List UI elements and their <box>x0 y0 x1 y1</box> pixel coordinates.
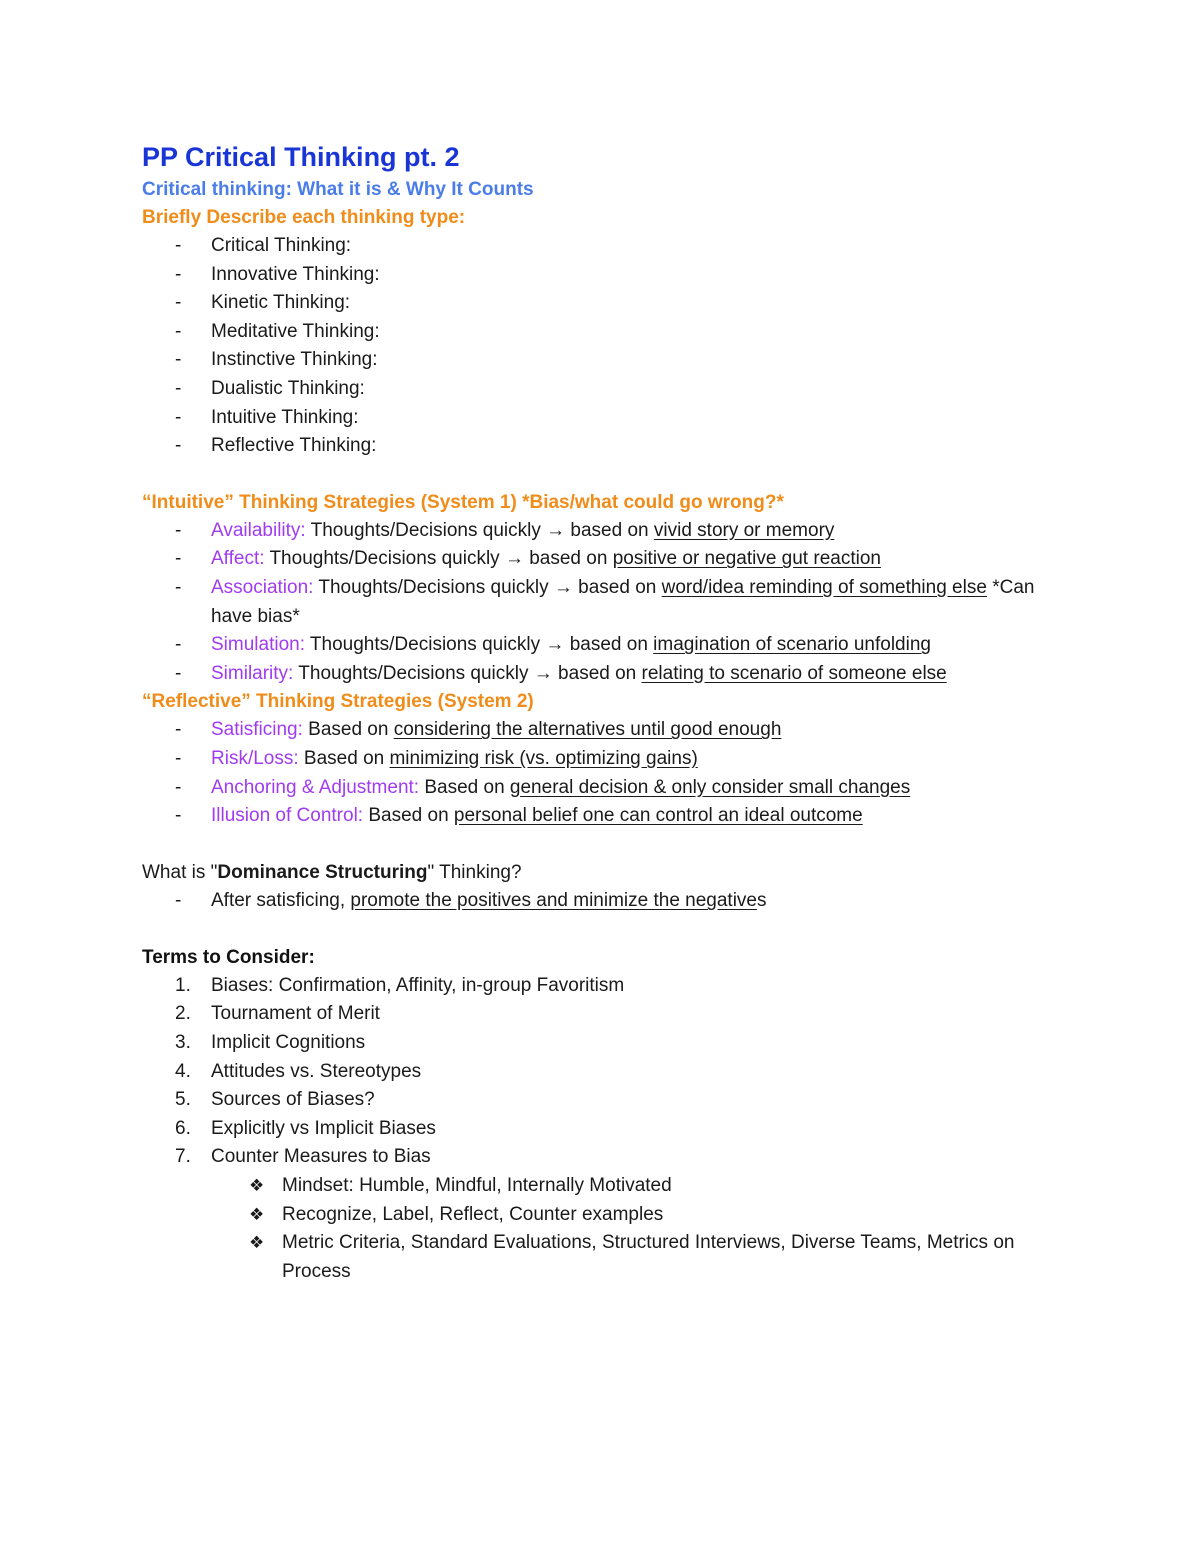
number-marker: 4. <box>175 1060 191 1082</box>
term-text: Counter Measures to Bias <box>211 1146 431 1168</box>
dash-marker: - <box>175 406 182 428</box>
document-page <box>142 140 1062 1286</box>
page-title: PP Critical Thinking pt. 2 <box>142 142 460 172</box>
dash-marker: - <box>175 662 182 684</box>
list-item <box>142 1201 1062 1230</box>
strategy-text: Thoughts/Decisions quickly → based on <box>313 576 662 598</box>
answer-underlined: promote the positives and minimize the negative <box>350 890 757 912</box>
thinking-type: Intuitive Thinking: <box>211 406 359 428</box>
terms-list <box>142 972 1062 1172</box>
thinking-type: Innovative Thinking: <box>211 263 380 285</box>
list-item <box>142 545 1062 574</box>
term-text: Explicitly vs Implicit Biases <box>211 1117 436 1139</box>
list-item <box>142 802 1062 831</box>
strategy-term: Simulation: <box>211 634 305 656</box>
thinking-type: Kinetic Thinking: <box>211 292 351 314</box>
intuitive-list <box>142 517 1062 689</box>
dash-marker: - <box>175 235 182 256</box>
list-item <box>142 517 1062 546</box>
strategy-term: Similarity: <box>211 662 294 684</box>
counter-measure-text: Mindset: Humble, Mindful, Internally Motivated <box>282 1175 672 1197</box>
question-term: Dominance Structuring <box>217 861 428 883</box>
dash-marker: - <box>175 320 182 342</box>
strategy-basis: word/idea reminding of something else <box>661 576 987 598</box>
thinking-type: Reflective Thinking: <box>211 435 377 457</box>
list-item <box>142 1172 1062 1201</box>
dash-marker: - <box>175 719 182 741</box>
strategy-basis: personal belief one can control an ideal outcome <box>453 805 863 827</box>
dash-marker: - <box>175 634 182 656</box>
counter-measures-list <box>142 1172 1062 1286</box>
list-item <box>142 745 1062 774</box>
dash-marker: - <box>175 576 182 598</box>
number-marker: 5. <box>175 1089 191 1111</box>
dash-marker: - <box>175 548 182 570</box>
strategy-text: Thoughts/Decisions quickly → based on <box>305 519 654 541</box>
number-marker: 1. <box>175 974 191 996</box>
list-item <box>142 1229 1062 1286</box>
thinking-type: Critical Thinking: <box>211 235 352 256</box>
strategy-text: Based on <box>298 747 390 769</box>
strategy-text: Based on <box>302 719 394 741</box>
diamond-bullet-icon: ❖ <box>249 1176 265 1196</box>
list-item <box>142 261 1062 290</box>
list-item <box>142 1115 1062 1144</box>
strategy-term: Satisficing: <box>211 719 303 741</box>
strategy-term: Anchoring & Adjustment: <box>211 776 420 798</box>
strategy-text: Based on <box>363 805 454 827</box>
strategy-basis: minimizing risk (vs. optimizing gains) <box>389 747 698 769</box>
terms-heading: Terms to Consider: <box>142 946 315 968</box>
subtitle: Critical thinking: What it is & Why It Counts <box>142 179 534 200</box>
list-item <box>142 1143 1062 1172</box>
dash-marker: - <box>175 349 182 371</box>
number-marker: 3. <box>175 1032 191 1054</box>
list-item <box>142 972 1062 1001</box>
diamond-bullet-icon: ❖ <box>249 1233 265 1253</box>
counter-measure-text: Metric Criteria, Standard Evaluations, Structured Interviews, Diverse Teams, Metrics on Process <box>282 1232 1015 1282</box>
dash-marker: - <box>175 890 182 912</box>
strategy-term: Risk/Loss: <box>211 747 299 769</box>
strategy-text: Thoughts/Decisions quickly → based on <box>264 548 613 570</box>
diamond-bullet-icon: ❖ <box>249 1204 265 1224</box>
number-marker: 2. <box>175 1003 191 1025</box>
dash-marker: - <box>175 263 182 285</box>
list-item <box>142 1058 1062 1087</box>
reflective-heading: “Reflective” Thinking Strategies (System 2) <box>142 691 534 713</box>
number-marker: 7. <box>175 1146 191 1168</box>
strategy-basis: positive or negative gut reaction <box>612 548 881 570</box>
strategy-basis: imagination of scenario unfolding <box>653 634 931 656</box>
answer-text: s <box>757 890 767 912</box>
term-text: Attitudes vs. Stereotypes <box>211 1060 422 1082</box>
dash-marker: - <box>175 519 182 541</box>
strategy-term: Association: <box>211 576 314 598</box>
term-text: Biases: Confirmation, Affinity, in-group Favoritism <box>211 974 625 996</box>
list-item <box>142 1029 1062 1058</box>
strategy-basis: vivid story or memory <box>653 519 835 541</box>
dash-marker: - <box>175 435 182 457</box>
counter-measure-text: Recognize, Label, Reflect, Counter examples <box>282 1203 664 1225</box>
list-item <box>142 887 1062 916</box>
list-item <box>142 774 1062 803</box>
intuitive-heading: “Intuitive” Thinking Strategies (System 1) *Bias/what could go wrong?* <box>142 491 784 513</box>
strategy-text: Based on <box>419 776 510 798</box>
strategy-basis: considering the alternatives until good enough <box>393 719 782 741</box>
list-item <box>142 660 1062 689</box>
dominance-answer-list <box>142 887 1062 916</box>
term-text: Implicit Cognitions <box>211 1032 366 1054</box>
dash-marker: - <box>175 776 182 798</box>
strategy-text: Thoughts/Decisions quickly → based on <box>305 634 654 656</box>
dash-marker: - <box>175 747 182 769</box>
answer-text: After satisficing, <box>211 890 351 912</box>
thinking-type: Meditative Thinking: <box>211 320 380 342</box>
thinking-types-list <box>142 232 1062 461</box>
strategy-term: Affect: <box>211 548 265 570</box>
strategy-term: Illusion of Control: <box>211 805 364 827</box>
term-text: Tournament of Merit <box>211 1003 380 1025</box>
strategy-basis: general decision & only consider small changes <box>509 776 911 798</box>
dominance-question <box>142 859 1062 888</box>
list-item <box>142 716 1062 745</box>
reflective-list <box>142 716 1062 830</box>
list-item <box>142 1000 1062 1029</box>
list-item <box>142 1086 1062 1115</box>
question-text: What is " <box>142 861 218 883</box>
list-item <box>142 574 1062 631</box>
list-item <box>142 232 1062 261</box>
list-item <box>142 375 1062 404</box>
question-text: " Thinking? <box>427 861 522 883</box>
list-item <box>142 318 1062 347</box>
term-text: Sources of Biases? <box>211 1089 375 1111</box>
number-marker: 6. <box>175 1117 191 1139</box>
thinking-type: Dualistic Thinking: <box>211 377 365 399</box>
strategy-basis: relating to scenario of someone else <box>641 662 947 684</box>
list-item <box>142 404 1062 433</box>
dash-marker: - <box>175 292 182 314</box>
list-item <box>142 631 1062 660</box>
dash-marker: - <box>175 377 182 399</box>
list-item <box>142 432 1062 461</box>
describe-heading: Briefly Describe each thinking type: <box>142 207 466 228</box>
strategy-term: Availability: <box>211 519 306 541</box>
dash-marker: - <box>175 805 182 827</box>
list-item <box>142 346 1062 375</box>
list-item <box>142 289 1062 318</box>
strategy-note: *Can have bias* <box>211 576 1035 627</box>
thinking-type: Instinctive Thinking: <box>211 349 378 371</box>
strategy-text: Thoughts/Decisions quickly → based on <box>293 662 642 684</box>
